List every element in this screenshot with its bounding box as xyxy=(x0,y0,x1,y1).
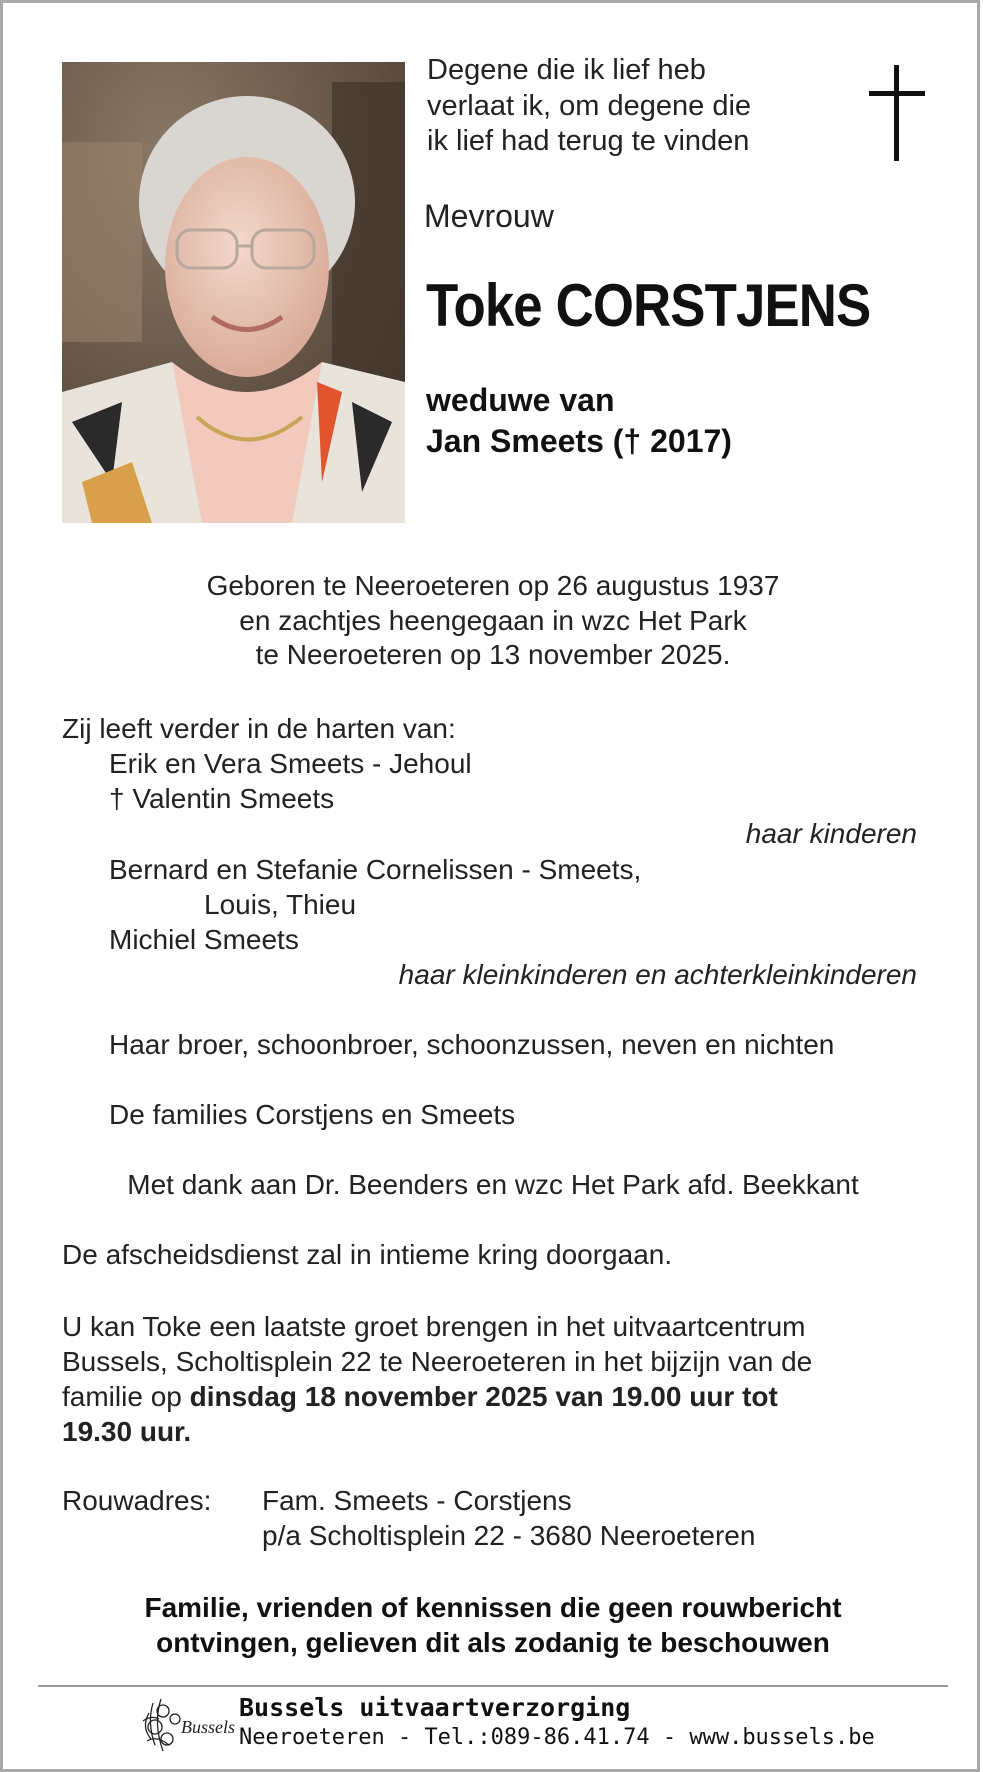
visitation-date: dinsdag 18 november 2025 van 19.00 uur tot xyxy=(189,1381,778,1412)
child-entry: Erik en Vera Smeets - Jehoul xyxy=(109,748,472,779)
quote-line: Degene die ik lief heb xyxy=(427,54,706,86)
quote-line: ik lief had terug te vinden xyxy=(427,125,750,157)
visitation-line xyxy=(62,1414,812,1449)
portrait-photo xyxy=(62,62,405,523)
visitation-line: U kan Toke een laatste groet brengen in het uitvaartcentrum xyxy=(62,1311,806,1342)
grandchild-entry: Michiel Smeets xyxy=(109,924,299,955)
quote-line: verlaat ik, om degene die xyxy=(427,89,752,122)
thanks-line: Met dank aan Dr. Beenders en wzc Het Park afd. Beekkant xyxy=(127,1169,859,1200)
visitation-prefix: familie op xyxy=(62,1381,190,1412)
widow-line: Jan Smeets († 2017) xyxy=(426,423,732,459)
grandchild-entry: Louis, Thieu xyxy=(204,889,357,920)
visitation-info xyxy=(62,1309,812,1449)
birth-line: te Neeroeteren op 13 november 2025. xyxy=(255,639,731,670)
grandchildren-label: haar kleinkinderen en achterkleinkinderen xyxy=(398,959,917,990)
funeral-company-name: Bussels uitvaartverzorging xyxy=(239,1693,631,1722)
mourning-address-label: Rouwadres: xyxy=(62,1485,212,1516)
final-note-line: ontvingen, gelieven dit als zodanig te beschouwen xyxy=(156,1627,830,1658)
final-note xyxy=(3,1590,983,1660)
mourning-address-line: p/a Scholtisplein 22 - 3680 Neeroeteren xyxy=(262,1520,756,1551)
salutation: Mevrouw xyxy=(424,198,554,234)
deceased-name: Toke CORSTJENS xyxy=(426,272,871,339)
birth-line: en zachtjes heengegaan in wzc Het Park xyxy=(239,604,747,636)
final-note-line: Familie, vrienden of kennissen die geen rouwbericht xyxy=(144,1592,842,1623)
family-intro: Zij leeft verder in de harten van: xyxy=(62,713,456,744)
siblings-line: Haar broer, schoonbroer, schoonzussen, neven en nichten xyxy=(109,1029,835,1060)
widow-line: weduwe van xyxy=(426,382,615,418)
families-line: De families Corstjens en Smeets xyxy=(109,1099,516,1130)
cross-icon xyxy=(869,65,925,161)
funeral-company-contact: Neeroeteren - Tel.:089-86.41.74 - www.bussels.be xyxy=(239,1725,875,1750)
grandchild-entry: Bernard en Stefanie Cornelissen - Smeets, xyxy=(109,854,642,885)
child-entry: † Valentin Smeets xyxy=(109,783,335,814)
visitation-line xyxy=(62,1379,812,1414)
footer-divider xyxy=(38,1685,948,1687)
logo-text: Bussels xyxy=(181,1717,235,1737)
mourning-address-line: Fam. Smeets - Corstjens xyxy=(262,1485,572,1516)
memorial-quote xyxy=(427,53,751,160)
visitation-line: Bussels, Scholtisplein 22 te Neeroeteren in het bijzijn van de xyxy=(62,1346,813,1377)
children-label: haar kinderen xyxy=(745,818,917,849)
birth-death-info xyxy=(3,569,983,673)
visitation-time: 19.30 uur. xyxy=(62,1416,192,1447)
bussels-logo xyxy=(133,1693,235,1757)
ceremony-line: De afscheidsdienst zal in intieme kring doorgaan. xyxy=(62,1239,673,1270)
widow-of xyxy=(426,380,732,462)
birth-line: Geboren te Neeroeteren op 26 augustus 1937 xyxy=(206,570,780,601)
